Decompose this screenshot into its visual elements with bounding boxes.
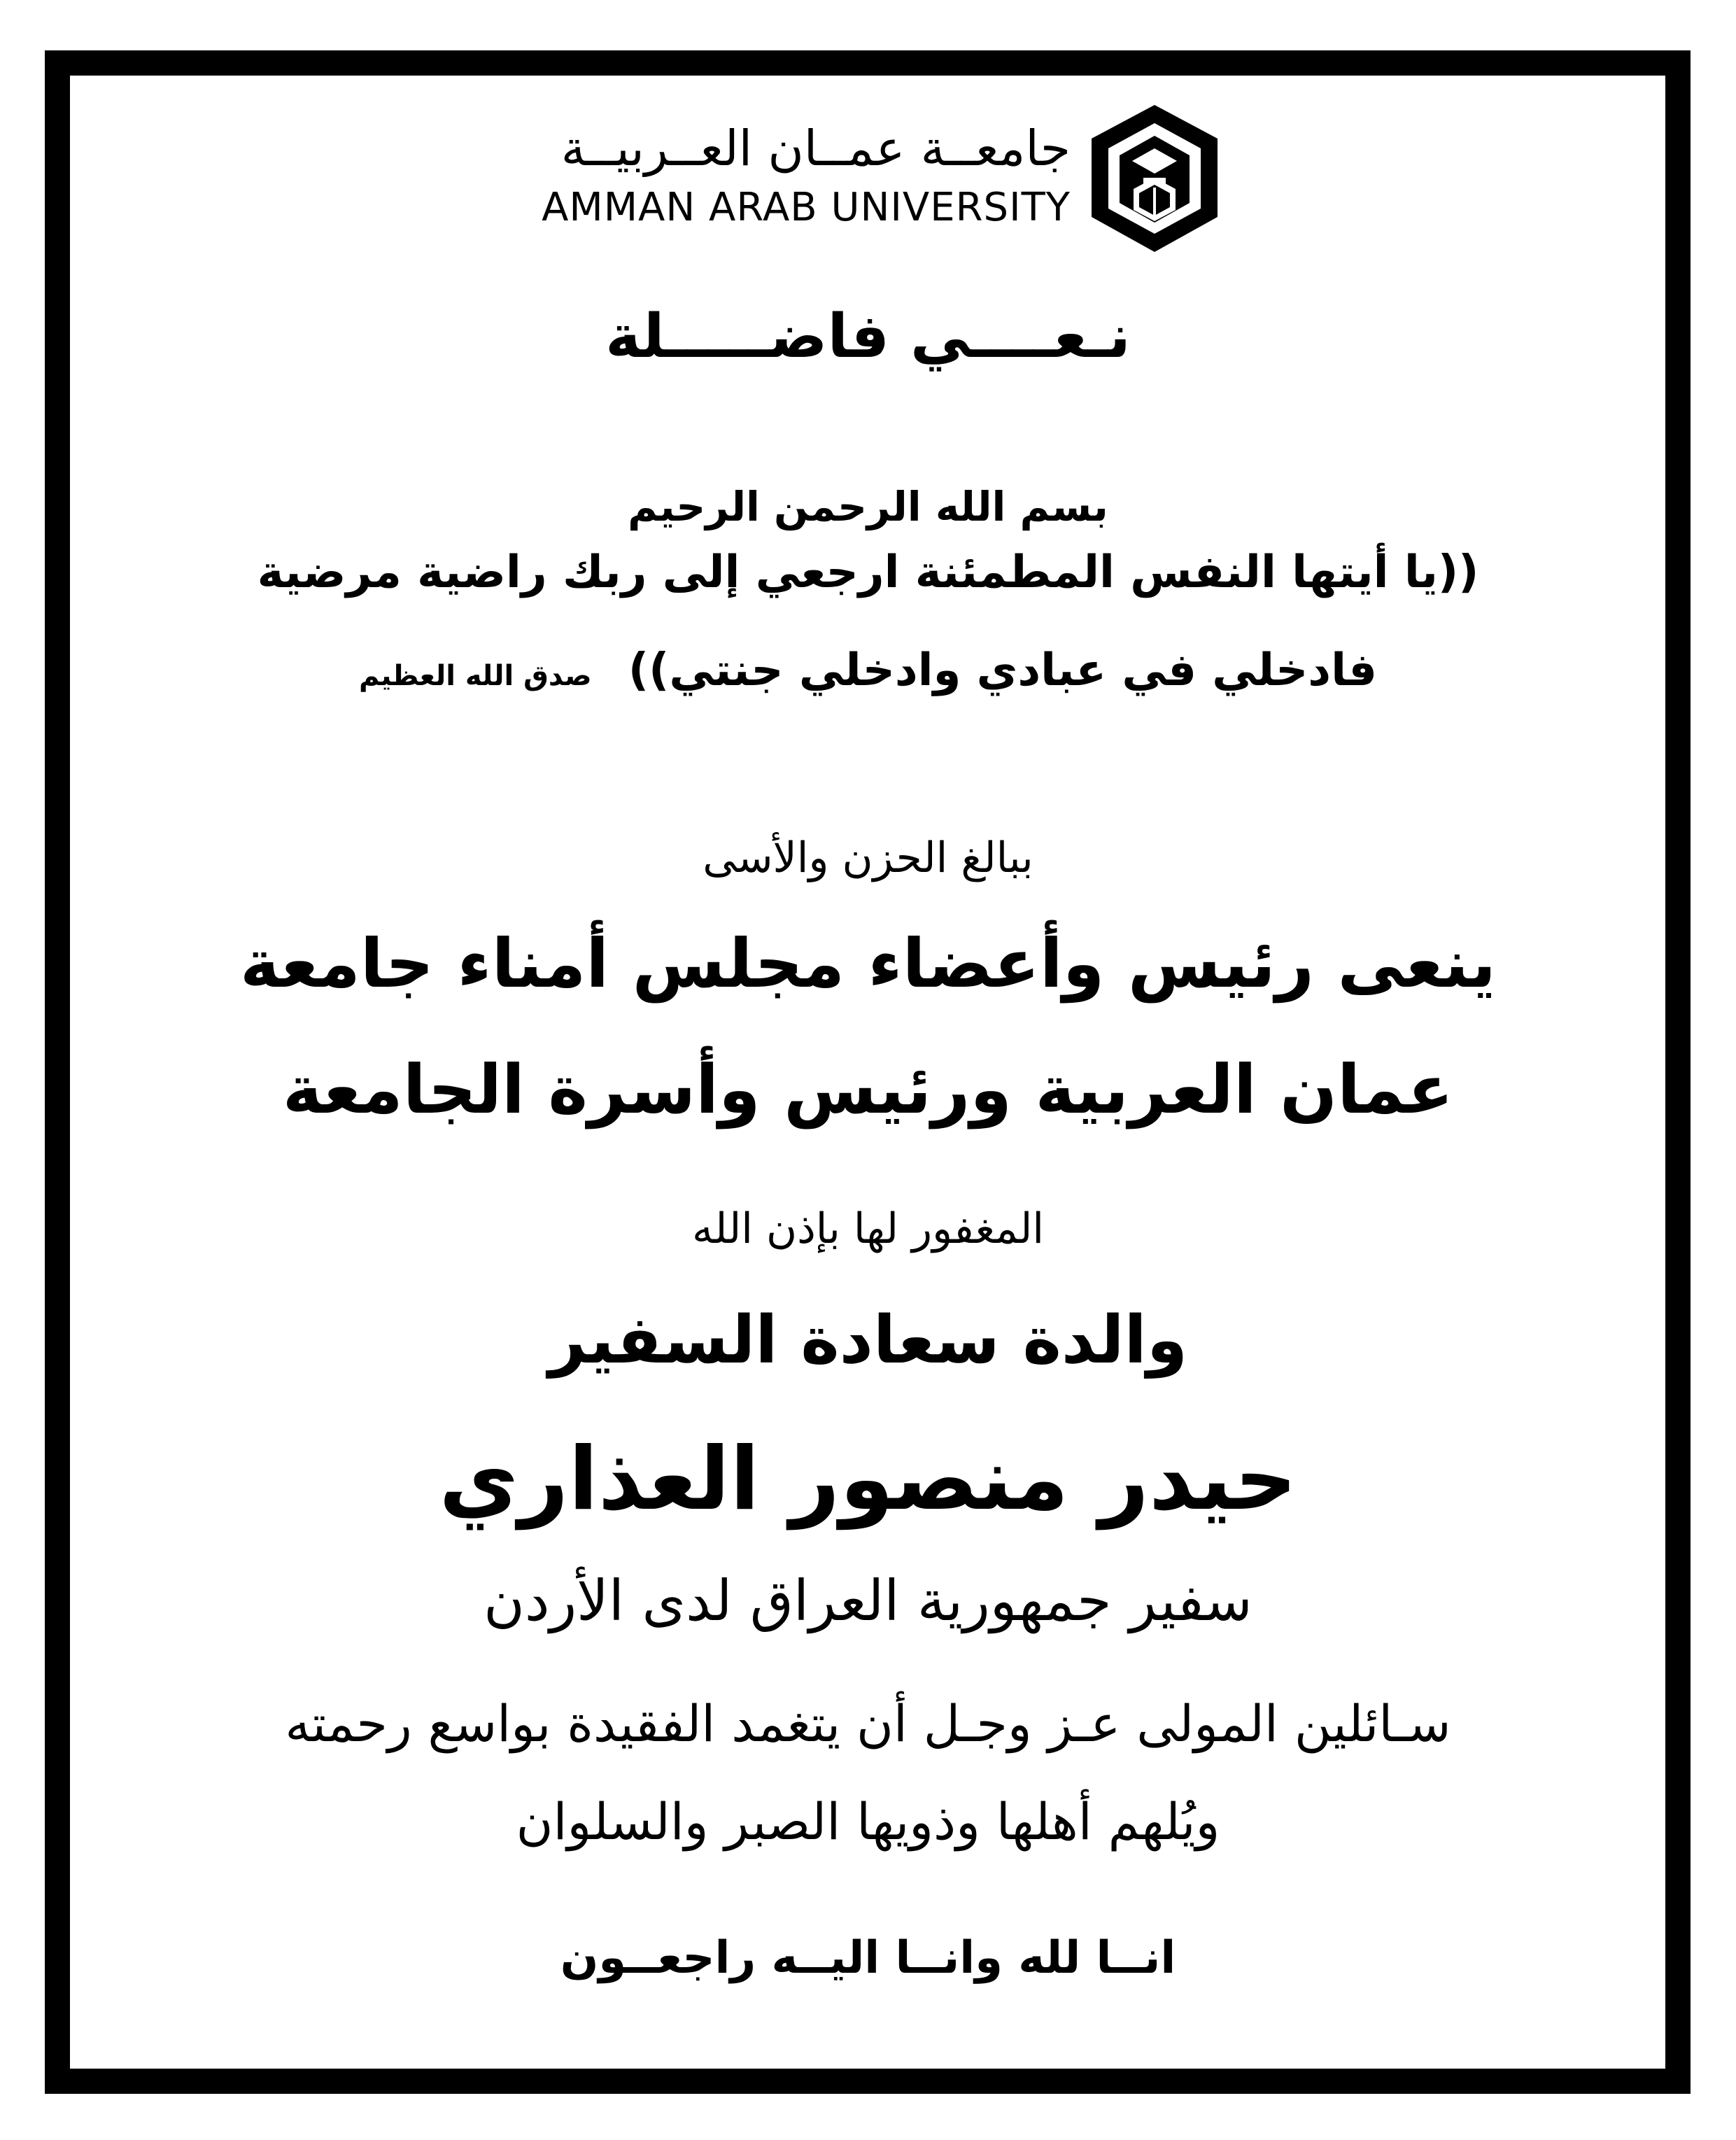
forgiven-phrase: المغفور لها بإذن الله (691, 1204, 1045, 1253)
university-emblem-icon (1085, 105, 1225, 252)
logo-text (542, 113, 1071, 232)
ambassador-title: سفير جمهورية العراق لدى الأردن (484, 1568, 1252, 1633)
mourners-line-2: عمان العربية ورئيس وأسرة الجامعة (282, 1050, 1454, 1129)
university-name-arabic: جامعــة عمــان العــربيــة (560, 120, 1071, 177)
notice-title: نـعــــي فاضـــــلة (605, 302, 1131, 372)
quran-verse-line-2-text: فادخلي في عبادي وادخلي جنتي)) (628, 645, 1378, 696)
university-name-english: AMMAN ARAB UNIVERSITY (542, 185, 1071, 230)
closing-phrase: انــا لله وانــا اليــه راجعــون (560, 1932, 1176, 1984)
quran-verse-line-1: ((يا أيتها النفس المطمئنة ارجعي إلى ربك راضية مرضية (257, 547, 1479, 598)
university-logo (511, 105, 1232, 252)
verse-attribution: صدق الله العظيم (358, 660, 592, 692)
prayer-line-1: سـائلين المولى عـز وجـل أن يتغمد الفقيدة بواسع رحمته (285, 1694, 1451, 1753)
grief-intro: ببالغ الحزن والأسى (703, 833, 1033, 882)
ambassador-name: حيدر منصور العذاري (439, 1429, 1297, 1530)
basmala: بسم الله الرحمن الرحيم (628, 483, 1108, 530)
deceased-relation: والدة سعادة السفير (548, 1302, 1188, 1379)
quran-verse-line-2 (0, 644, 1736, 698)
mourners-line-1: ينعى رئيس وأعضاء مجلس أمناء جامعة (240, 924, 1496, 1003)
prayer-line-2: ويُلهم أهلها وذويها الصبر والسلوان (516, 1792, 1220, 1851)
